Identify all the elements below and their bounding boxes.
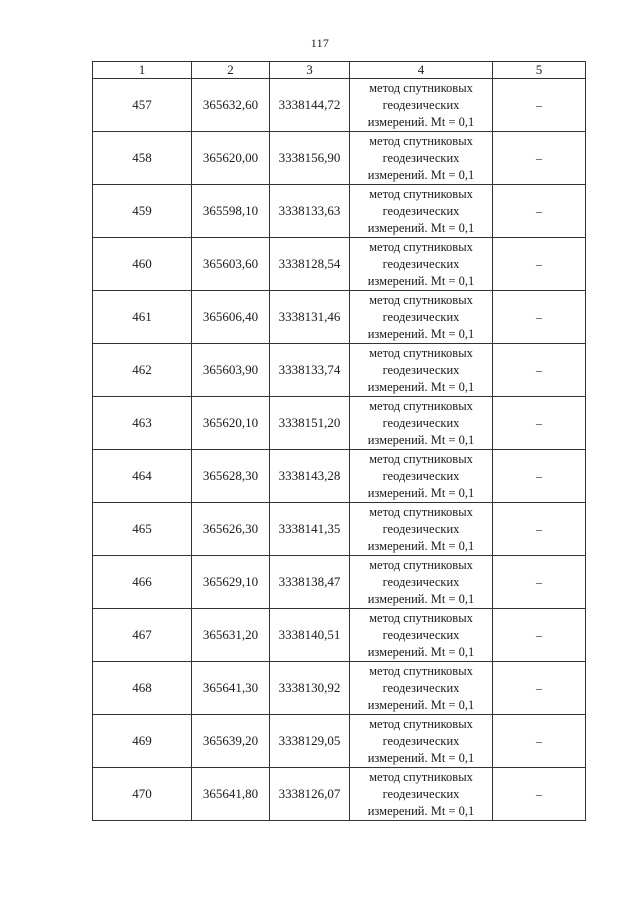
- note-cell: –: [493, 132, 586, 185]
- method-line: метод спутниковых: [369, 451, 473, 466]
- method-line: измерений. Mt = 0,1: [367, 167, 475, 182]
- point-number-cell: 459: [93, 185, 192, 238]
- method-cell: [350, 715, 493, 768]
- method-line: метод спутниковых: [369, 769, 473, 784]
- table-row: [93, 450, 586, 503]
- column-header-2: 2: [192, 62, 270, 79]
- method-line: измерений. Mt = 0,1: [367, 379, 475, 394]
- method-line: геодезических: [382, 468, 460, 483]
- note-cell: –: [493, 397, 586, 450]
- method-cell: [350, 556, 493, 609]
- x-coordinate-cell: 365639,20: [192, 715, 270, 768]
- y-coordinate-cell: 3338138,47: [270, 556, 350, 609]
- x-coordinate-cell: 365629,10: [192, 556, 270, 609]
- note-cell: –: [493, 291, 586, 344]
- method-line: метод спутниковых: [369, 239, 473, 254]
- note-cell: –: [493, 556, 586, 609]
- point-number-cell: 466: [93, 556, 192, 609]
- point-number-cell: 457: [93, 79, 192, 132]
- point-number-cell: 458: [93, 132, 192, 185]
- method-cell: [350, 768, 493, 821]
- method-line: измерений. Mt = 0,1: [367, 644, 475, 659]
- method-line: геодезических: [382, 521, 460, 536]
- y-coordinate-cell: 3338133,74: [270, 344, 350, 397]
- table-row: [93, 344, 586, 397]
- y-coordinate-cell: 3338131,46: [270, 291, 350, 344]
- point-number-cell: 464: [93, 450, 192, 503]
- method-line: геодезических: [382, 786, 460, 801]
- y-coordinate-cell: 3338151,20: [270, 397, 350, 450]
- method-cell: [350, 450, 493, 503]
- table-body: [93, 79, 586, 821]
- method-line: геодезических: [382, 627, 460, 642]
- method-cell: [350, 662, 493, 715]
- method-line: измерений. Mt = 0,1: [367, 697, 475, 712]
- method-line: геодезических: [382, 574, 460, 589]
- table-row: [93, 397, 586, 450]
- table-row: [93, 609, 586, 662]
- method-line: геодезических: [382, 309, 460, 324]
- y-coordinate-cell: 3338126,07: [270, 768, 350, 821]
- point-number-cell: 460: [93, 238, 192, 291]
- method-line: геодезических: [382, 362, 460, 377]
- coordinates-table: [92, 61, 586, 821]
- method-line: метод спутниковых: [369, 133, 473, 148]
- note-cell: –: [493, 503, 586, 556]
- column-header-3: 3: [270, 62, 350, 79]
- column-header-4: 4: [350, 62, 493, 79]
- column-header-5: 5: [493, 62, 586, 79]
- method-cell: [350, 132, 493, 185]
- method-line: метод спутниковых: [369, 398, 473, 413]
- method-line: геодезических: [382, 415, 460, 430]
- point-number-cell: 462: [93, 344, 192, 397]
- x-coordinate-cell: 365631,20: [192, 609, 270, 662]
- method-cell: [350, 344, 493, 397]
- method-line: измерений. Mt = 0,1: [367, 114, 475, 129]
- point-number-cell: 468: [93, 662, 192, 715]
- y-coordinate-cell: 3338144,72: [270, 79, 350, 132]
- table-row: [93, 79, 586, 132]
- y-coordinate-cell: 3338133,63: [270, 185, 350, 238]
- method-line: геодезических: [382, 203, 460, 218]
- x-coordinate-cell: 365620,00: [192, 132, 270, 185]
- table-row: [93, 556, 586, 609]
- method-line: метод спутниковых: [369, 610, 473, 625]
- x-coordinate-cell: 365641,30: [192, 662, 270, 715]
- method-line: метод спутниковых: [369, 186, 473, 201]
- y-coordinate-cell: 3338140,51: [270, 609, 350, 662]
- method-line: измерений. Mt = 0,1: [367, 591, 475, 606]
- method-line: геодезических: [382, 97, 460, 112]
- note-cell: –: [493, 79, 586, 132]
- method-cell: [350, 397, 493, 450]
- point-number-cell: 469: [93, 715, 192, 768]
- method-line: геодезических: [382, 150, 460, 165]
- point-number-cell: 463: [93, 397, 192, 450]
- y-coordinate-cell: 3338156,90: [270, 132, 350, 185]
- method-line: измерений. Mt = 0,1: [367, 485, 475, 500]
- table-row: [93, 503, 586, 556]
- note-cell: –: [493, 715, 586, 768]
- table-row: [93, 715, 586, 768]
- method-cell: [350, 79, 493, 132]
- table-row: [93, 662, 586, 715]
- x-coordinate-cell: 365632,60: [192, 79, 270, 132]
- method-line: метод спутниковых: [369, 504, 473, 519]
- note-cell: –: [493, 662, 586, 715]
- method-line: метод спутниковых: [369, 716, 473, 731]
- method-line: геодезических: [382, 733, 460, 748]
- x-coordinate-cell: 365620,10: [192, 397, 270, 450]
- x-coordinate-cell: 365641,80: [192, 768, 270, 821]
- x-coordinate-cell: 365626,30: [192, 503, 270, 556]
- note-cell: –: [493, 609, 586, 662]
- method-line: метод спутниковых: [369, 557, 473, 572]
- method-line: метод спутниковых: [369, 80, 473, 95]
- note-cell: –: [493, 185, 586, 238]
- method-cell: [350, 291, 493, 344]
- method-line: измерений. Mt = 0,1: [367, 326, 475, 341]
- point-number-cell: 461: [93, 291, 192, 344]
- x-coordinate-cell: 365598,10: [192, 185, 270, 238]
- method-line: измерений. Mt = 0,1: [367, 220, 475, 235]
- method-line: метод спутниковых: [369, 663, 473, 678]
- table-row: [93, 238, 586, 291]
- method-cell: [350, 503, 493, 556]
- note-cell: –: [493, 768, 586, 821]
- point-number-cell: 470: [93, 768, 192, 821]
- method-cell: [350, 185, 493, 238]
- method-line: геодезических: [382, 680, 460, 695]
- table-row: [93, 768, 586, 821]
- y-coordinate-cell: 3338129,05: [270, 715, 350, 768]
- method-line: метод спутниковых: [369, 292, 473, 307]
- point-number-cell: 465: [93, 503, 192, 556]
- method-line: метод спутниковых: [369, 345, 473, 360]
- x-coordinate-cell: 365606,40: [192, 291, 270, 344]
- table-row: [93, 185, 586, 238]
- method-line: измерений. Mt = 0,1: [367, 750, 475, 765]
- method-line: геодезических: [382, 256, 460, 271]
- note-cell: –: [493, 450, 586, 503]
- table-header-row: [93, 62, 586, 79]
- method-cell: [350, 238, 493, 291]
- method-line: измерений. Mt = 0,1: [367, 538, 475, 553]
- y-coordinate-cell: 3338128,54: [270, 238, 350, 291]
- method-cell: [350, 609, 493, 662]
- y-coordinate-cell: 3338143,28: [270, 450, 350, 503]
- method-line: измерений. Mt = 0,1: [367, 803, 475, 818]
- method-line: измерений. Mt = 0,1: [367, 432, 475, 447]
- note-cell: –: [493, 344, 586, 397]
- x-coordinate-cell: 365628,30: [192, 450, 270, 503]
- x-coordinate-cell: 365603,60: [192, 238, 270, 291]
- x-coordinate-cell: 365603,90: [192, 344, 270, 397]
- table-row: [93, 132, 586, 185]
- page-number: 117: [310, 36, 330, 50]
- note-cell: –: [493, 238, 586, 291]
- column-header-1: 1: [93, 62, 192, 79]
- method-line: измерений. Mt = 0,1: [367, 273, 475, 288]
- table-row: [93, 291, 586, 344]
- point-number-cell: 467: [93, 609, 192, 662]
- y-coordinate-cell: 3338141,35: [270, 503, 350, 556]
- y-coordinate-cell: 3338130,92: [270, 662, 350, 715]
